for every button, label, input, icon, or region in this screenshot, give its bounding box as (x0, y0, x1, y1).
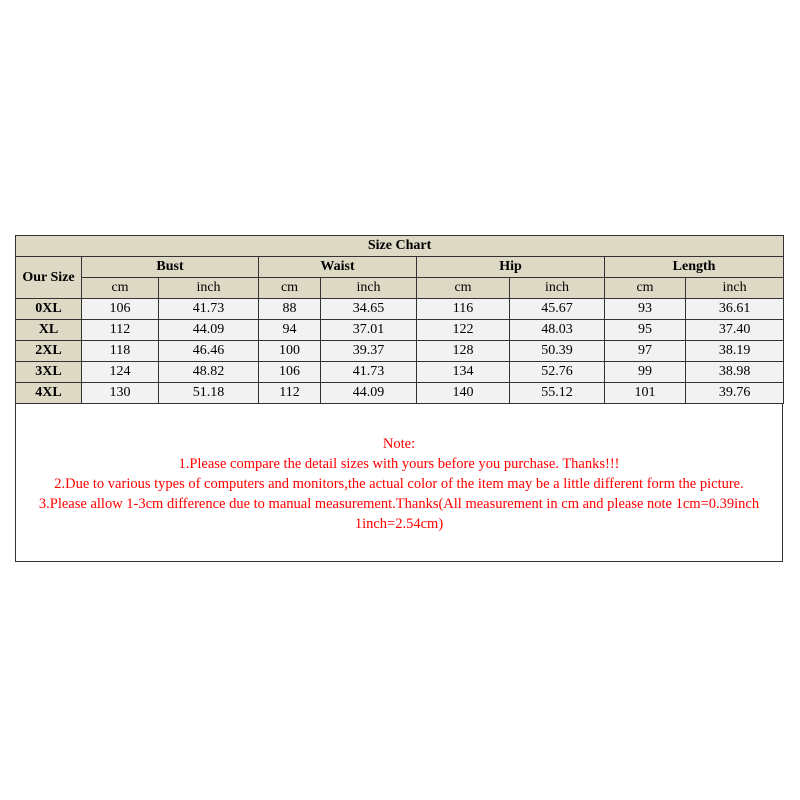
table-cell: 48.03 (510, 320, 605, 341)
table-cell: 130 (82, 383, 159, 404)
table-cell: 52.76 (510, 362, 605, 383)
table-cell: 88 (259, 299, 321, 320)
unit-header: cm (417, 278, 510, 299)
unit-header: inch (686, 278, 784, 299)
waist-header: Waist (259, 257, 417, 278)
unit-header: inch (321, 278, 417, 299)
table-cell: 41.73 (321, 362, 417, 383)
table-cell: 124 (82, 362, 159, 383)
unit-header: cm (82, 278, 159, 299)
table-cell: 116 (417, 299, 510, 320)
table-cell: 44.09 (321, 383, 417, 404)
size-rows (16, 299, 784, 404)
note-line: 1.Please compare the detail sizes with yours before you purchase. Thanks!!! (178, 456, 620, 472)
note-line: 1inch=2.54cm) (354, 516, 444, 532)
table-cell: 39.76 (686, 383, 784, 404)
table-row (16, 341, 784, 362)
table-title: Size Chart (16, 236, 784, 257)
table-cell: 50.39 (510, 341, 605, 362)
table-cell: 106 (259, 362, 321, 383)
table-cell: 37.40 (686, 320, 784, 341)
size-label: 4XL (16, 383, 82, 404)
table-cell: 112 (259, 383, 321, 404)
table-row (16, 383, 784, 404)
table-cell: 34.65 (321, 299, 417, 320)
table-cell: 97 (605, 341, 686, 362)
note-box (15, 404, 783, 562)
note-heading: Note: (382, 436, 416, 452)
table-row (16, 362, 784, 383)
unit-header: inch (510, 278, 605, 299)
table-cell: 38.98 (686, 362, 784, 383)
table-cell: 37.01 (321, 320, 417, 341)
table-cell: 134 (417, 362, 510, 383)
table-cell: 106 (82, 299, 159, 320)
table-cell: 39.37 (321, 341, 417, 362)
table-cell: 122 (417, 320, 510, 341)
table-cell: 128 (417, 341, 510, 362)
size-label: 2XL (16, 341, 82, 362)
table-row (16, 320, 784, 341)
length-header: Length (605, 257, 784, 278)
table-row (16, 299, 784, 320)
table-cell: 38.19 (686, 341, 784, 362)
table-cell: 140 (417, 383, 510, 404)
table-cell: 55.12 (510, 383, 605, 404)
table-cell: 45.67 (510, 299, 605, 320)
table-cell: 112 (82, 320, 159, 341)
table-cell: 101 (605, 383, 686, 404)
table-cell: 93 (605, 299, 686, 320)
table-cell: 36.61 (686, 299, 784, 320)
size-chart-table (15, 235, 784, 404)
table-cell: 99 (605, 362, 686, 383)
note-lines (16, 434, 782, 534)
unit-row (16, 278, 784, 299)
unit-header: cm (605, 278, 686, 299)
table-cell: 94 (259, 320, 321, 341)
size-label: XL (16, 320, 82, 341)
table-cell: 48.82 (159, 362, 259, 383)
unit-header: cm (259, 278, 321, 299)
table-cell: 46.46 (159, 341, 259, 362)
table-cell: 95 (605, 320, 686, 341)
table-cell: 41.73 (159, 299, 259, 320)
note-line: 3.Please allow 1-3cm difference due to manual measurement.Thanks(All measurement in cm and please note 1cm=0.39inch (38, 496, 760, 512)
size-label: 3XL (16, 362, 82, 383)
table-cell: 118 (82, 341, 159, 362)
bust-header: Bust (82, 257, 259, 278)
note-line: 2.Due to various types of computers and monitors,the actual color of the item may be a little different form the picture. (54, 476, 744, 492)
table-cell: 44.09 (159, 320, 259, 341)
table-cell: 51.18 (159, 383, 259, 404)
unit-header: inch (159, 278, 259, 299)
size-label: 0XL (16, 299, 82, 320)
size-column-header: Our Size (16, 257, 82, 299)
hip-header: Hip (417, 257, 605, 278)
table-cell: 100 (259, 341, 321, 362)
